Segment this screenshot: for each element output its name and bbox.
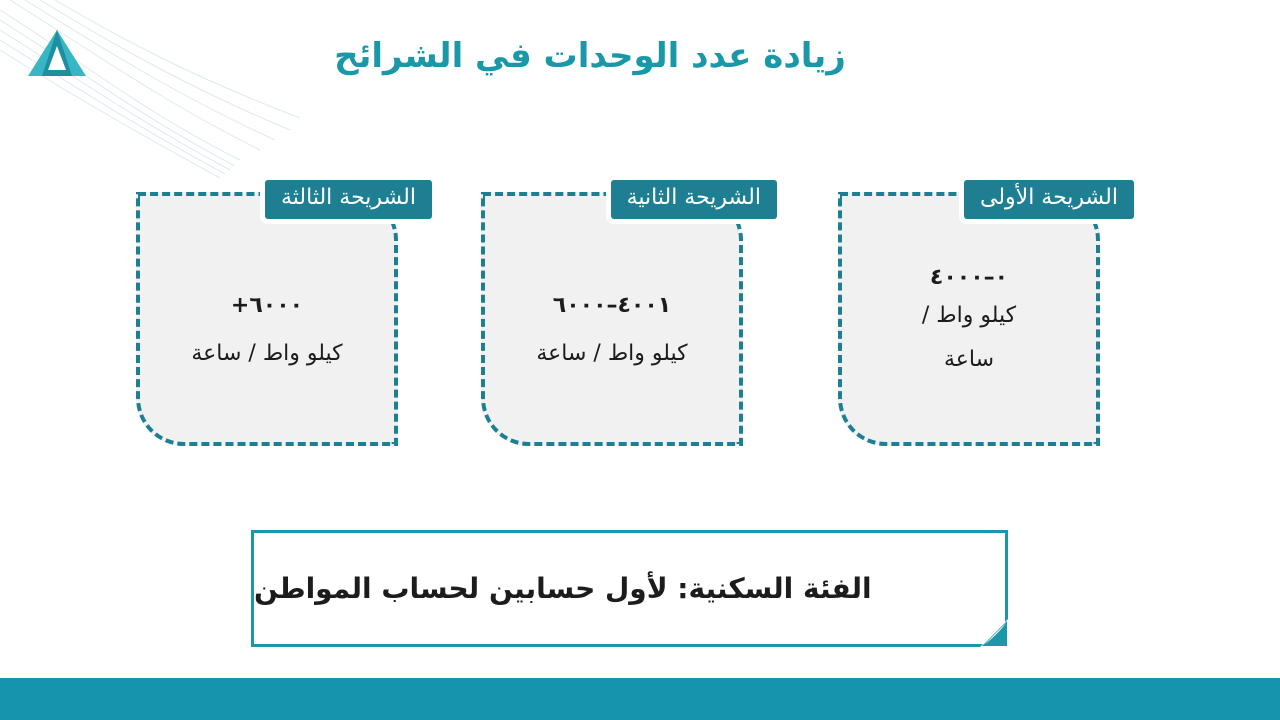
note-text: الفئة السكنية: لأول حسابين لحساب المواطن — [254, 572, 872, 605]
tier-body-third — [140, 256, 394, 412]
tier-label-second: الشريحة الثانية — [611, 180, 777, 219]
tier-card-third — [136, 185, 416, 446]
tier-label-third: الشريحة الثالثة — [265, 180, 432, 219]
tier-label-first: الشريحة الأولى — [964, 180, 1134, 219]
tier-body-second — [485, 256, 739, 412]
tier-body-first — [842, 244, 1096, 402]
tier-card-second — [481, 185, 761, 446]
tier-range-first: ٠–٤٠٠٠ — [929, 264, 1009, 290]
note-box — [251, 530, 1008, 647]
slide-title: زيادة عدد الوحدات في الشرائح — [334, 36, 846, 76]
tier-unit-first: كيلو واط / ساعة — [921, 302, 1017, 372]
tier-range-second: ٤٠٠١–٦٠٠٠ — [552, 292, 672, 318]
footer-bar — [0, 678, 1280, 720]
tier-unit-third: كيلو واط / ساعة — [191, 340, 343, 366]
triangle-logo-icon — [26, 28, 88, 78]
tier-range-third: ٦٠٠٠+ — [230, 292, 304, 318]
decorative-wave-lines — [0, 0, 320, 180]
page-curl-corner-icon — [980, 619, 1008, 647]
tier-unit-second: كيلو واط / ساعة — [536, 340, 688, 366]
tier-card-first — [838, 185, 1118, 446]
